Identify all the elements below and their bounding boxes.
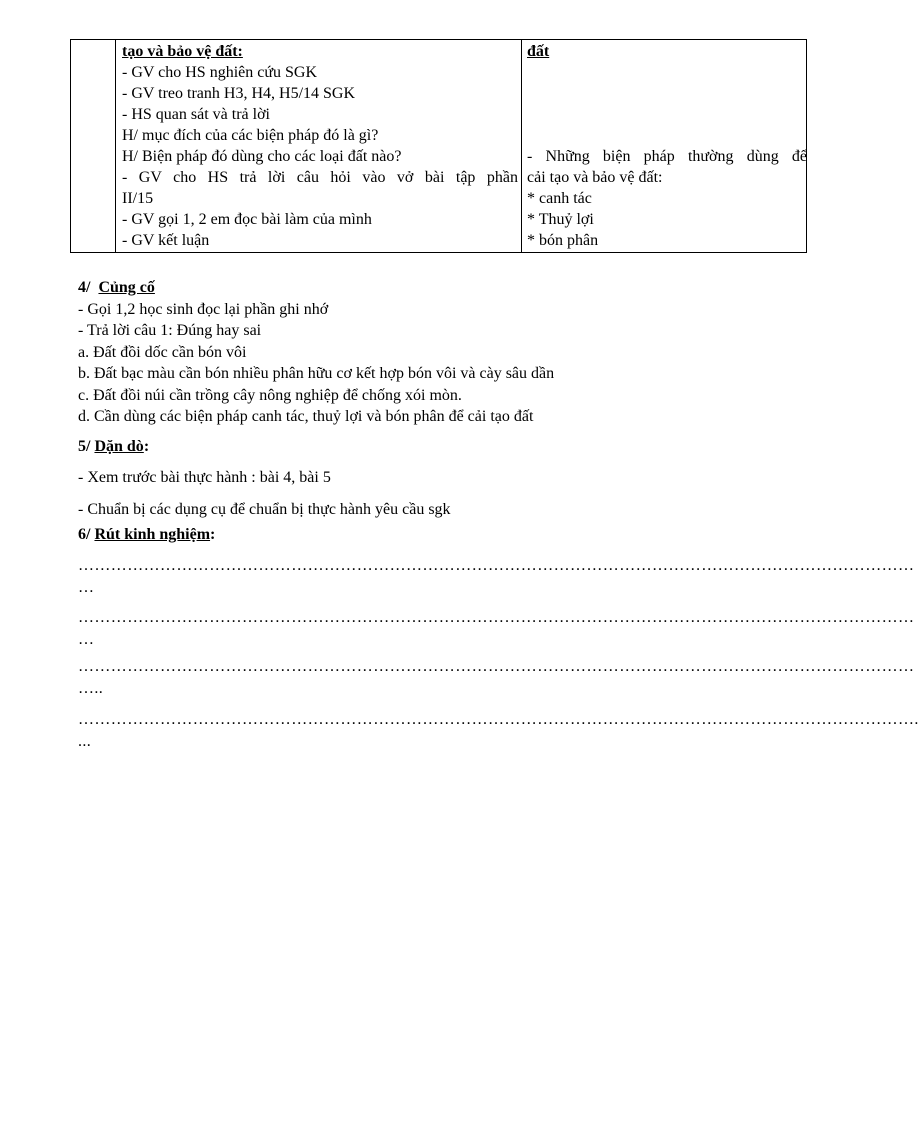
dotted-line-continuation: ….. xyxy=(78,680,104,697)
activity-line: H/ Biện pháp đó dùng cho các loại đất nào? xyxy=(122,148,402,165)
activity-line: - GV kết luận xyxy=(122,232,210,249)
section-heading xyxy=(78,436,778,458)
content-line: * bón phân xyxy=(527,232,599,249)
table-column-divider xyxy=(521,40,522,252)
table-cell-content xyxy=(527,41,807,251)
dotted-line-continuation: … xyxy=(78,579,95,596)
dotted-line: ……………………………………………………………………………………………………………………………………… xyxy=(78,557,915,574)
section-number: 6/ xyxy=(78,526,91,543)
section-heading xyxy=(78,524,778,546)
activity-line: - GV gọi 1, 2 em đọc bài làm của mình xyxy=(122,211,372,228)
content-line: cải tạo và bảo vệ đất: xyxy=(527,169,663,186)
table-cell-activities xyxy=(122,41,518,251)
dotted-line: ……………………………………………………………………………………………………………………………………… xyxy=(78,609,915,626)
activities-heading: tạo và bảo vệ đất: xyxy=(122,43,243,60)
table-column-divider xyxy=(115,40,116,252)
activity-line: - HS quan sát và trả lời xyxy=(122,106,270,123)
homework-line: - Xem trước bài thực hành : bài 4, bài 5 xyxy=(78,468,331,486)
content-line: * canh tác xyxy=(527,190,592,207)
activity-line: - GV treo tranh H3, H4, H5/14 SGK xyxy=(122,85,356,102)
section-cung-co xyxy=(78,277,778,428)
review-line: - Gọi 1,2 học sinh đọc lại phần ghi nhớ xyxy=(78,300,329,318)
activity-line: II/15 xyxy=(122,190,154,207)
dotted-line: ……………………………………………………………………………………………………………………………………… xyxy=(78,658,915,675)
section-title: Rút kinh nghiệm xyxy=(94,526,211,543)
section-number: 4/ xyxy=(78,279,91,296)
dotted-line-continuation: … xyxy=(78,631,95,648)
section-colon: : xyxy=(210,526,216,543)
activity-line: H/ mục đích của các biện pháp đó là gì? xyxy=(122,127,379,144)
lesson-table xyxy=(70,39,807,253)
activity-line: - GV cho HS nghiên cứu SGK xyxy=(122,64,318,81)
review-line: d. Cần dùng các biện pháp canh tác, thuỷ lợi và bón phân để cải tạo đất xyxy=(78,408,534,425)
review-line: - Trả lời câu 1: Đúng hay sai xyxy=(78,322,262,339)
dotted-line-continuation: ... xyxy=(78,733,92,750)
section-number: 5/ xyxy=(78,438,91,455)
homework-line: - Chuẩn bị các dụng cụ để chuẩn bị thực hành yêu cầu sgk xyxy=(78,501,451,518)
section-colon: : xyxy=(143,438,150,455)
review-line: b. Đất bạc màu cần bón nhiều phân hữu cơ kết hợp bón vôi và cày sâu dần xyxy=(78,365,555,382)
content-line: * Thuỷ lợi xyxy=(527,211,594,228)
content-heading: đất xyxy=(527,43,550,60)
review-line: a. Đất đồi dốc cần bón vôi xyxy=(78,343,247,361)
section-rut-kinh-nghiem xyxy=(78,524,778,546)
section-title: Dặn dò xyxy=(94,438,144,455)
review-line: c. Đất đồi núi cần trồng cây nông nghiệp để chống xói mòn. xyxy=(78,386,462,404)
section-heading xyxy=(78,277,778,299)
activity-line: - GV cho HS trả lời câu hỏi vào vở bài tập phần xyxy=(122,169,518,186)
section-title: Củng cố xyxy=(98,279,155,296)
content-line: - Những biện pháp thường dùng để xyxy=(527,148,807,165)
content-spacer xyxy=(527,62,807,146)
dotted-line: ………………………………………………………………………………………………………………………………………. xyxy=(78,711,919,728)
section-dan-do xyxy=(78,436,778,521)
